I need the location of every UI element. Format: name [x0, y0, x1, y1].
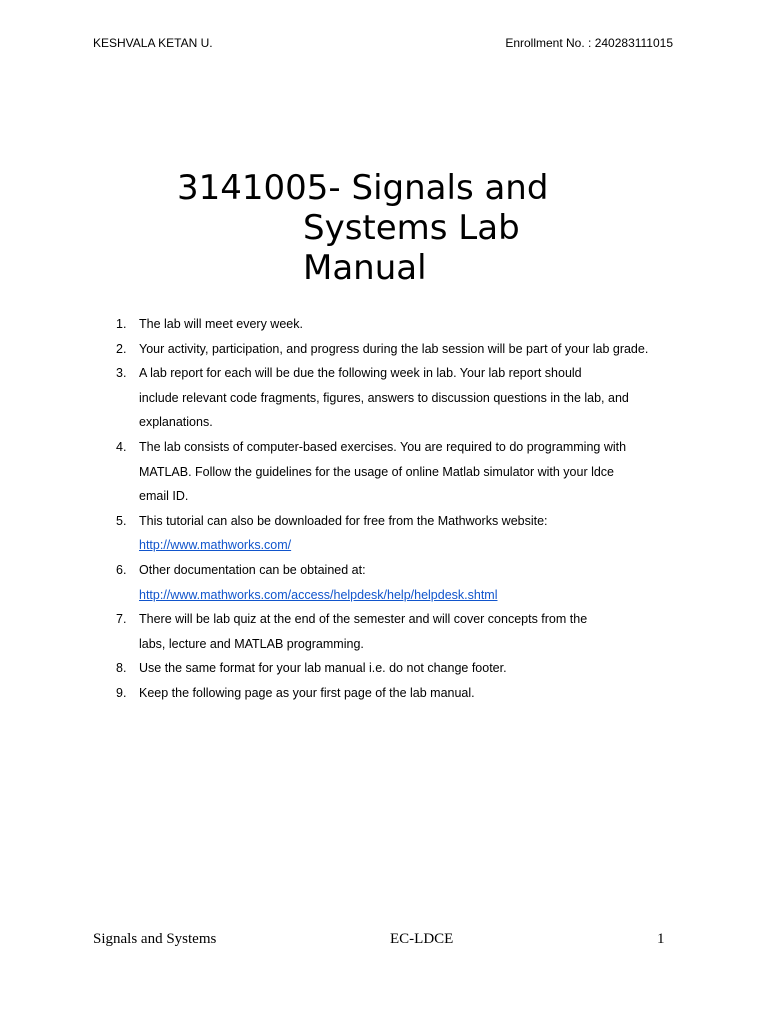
list-item-text: explanations. [139, 415, 213, 430]
header-enrollment-number: Enrollment No. : 240283111015 [505, 36, 673, 50]
list-item-number: 7. [116, 612, 127, 627]
title-line-2: Systems Lab [303, 208, 520, 248]
list-item-number: 6. [116, 562, 127, 577]
list-item-text: include relevant code fragments, figures, answers to discussion questions in the lab, and [139, 390, 629, 405]
list-item [0, 312, 768, 337]
list-item [0, 558, 768, 607]
list-item-number: 8. [116, 661, 127, 676]
mathworks-helpdesk-link[interactable]: http://www.mathworks.com/access/helpdesk/help/helpdesk.shtml [139, 587, 498, 602]
list-item-text: email ID. [139, 489, 189, 504]
list-item-number: 5. [116, 513, 127, 528]
list-item-text: The lab will meet every week. [139, 317, 303, 331]
title-line-3: Manual [303, 248, 427, 288]
footer-institute: EC-LDCE [390, 931, 454, 947]
list-item-number: 2. [116, 341, 127, 356]
list-item-text: Your activity, participation, and progress during the lab session will be part of your lab grade. [139, 341, 649, 356]
list-item-number: 4. [116, 439, 127, 454]
list-item-text: This tutorial can also be downloaded for free from the Mathworks website: [139, 513, 548, 528]
footer-course-name: Signals and Systems [93, 931, 217, 947]
list-item [0, 509, 768, 558]
list-item-text: A lab report for each will be due the following week in lab. Your lab report should [139, 366, 582, 381]
list-item-number: 9. [116, 685, 127, 700]
title-line-1: 3141005- Signals and [177, 168, 549, 208]
footer-page-number: 1 [657, 931, 665, 947]
list-item [0, 656, 768, 681]
header-student-name: KESHVALA KETAN U. [93, 36, 213, 50]
lab-rules-list [0, 312, 768, 706]
list-item [0, 607, 768, 656]
list-item [0, 435, 768, 509]
list-item [0, 681, 768, 706]
list-item-text: labs, lecture and MATLAB programming. [139, 636, 364, 651]
list-item [0, 337, 768, 362]
list-item-number: 1. [116, 317, 127, 331]
list-item-number: 3. [116, 366, 127, 381]
list-item-text: There will be lab quiz at the end of the semester and will cover concepts from the [139, 612, 588, 627]
list-item-text: MATLAB. Follow the guidelines for the usage of online Matlab simulator with your ldce [139, 464, 615, 479]
list-item-text: Other documentation can be obtained at: [139, 562, 366, 577]
list-item-text: The lab consists of computer-based exercises. You are required to do programming with [139, 439, 627, 454]
mathworks-website-link[interactable]: http://www.mathworks.com/ [139, 538, 292, 553]
list-item-text: Keep the following page as your first page of the lab manual. [139, 685, 475, 700]
list-item-text: Use the same format for your lab manual i.e. do not change footer. [139, 661, 507, 676]
list-item [0, 361, 768, 435]
document-title [0, 168, 768, 288]
